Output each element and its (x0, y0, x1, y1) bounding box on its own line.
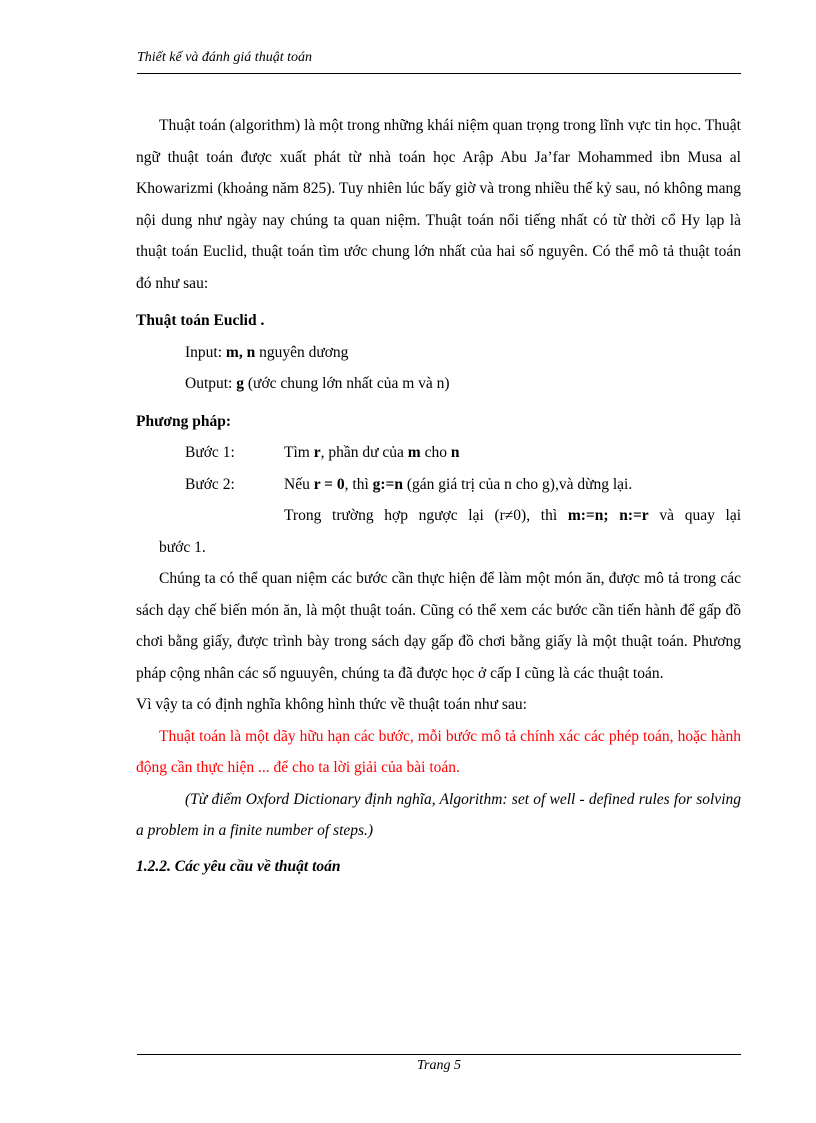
section-heading: 1.2.2. Các yêu cầu về thuật toán (136, 857, 341, 875)
step-2-part: (gán giá trị của n cho g),và dừng lại. (403, 475, 633, 493)
step-2-tail: bước 1. (159, 538, 206, 556)
step-1-label: Bước 1: (185, 444, 235, 461)
euclid-heading: Thuật toán Euclid . (136, 312, 265, 329)
output-var: g (236, 375, 244, 392)
page-number: Trang 5 (417, 1058, 461, 1073)
input-label: Input: (185, 343, 223, 361)
input-desc: nguyên dương (259, 343, 349, 361)
header-divider (137, 73, 741, 74)
step-2 (136, 469, 741, 501)
euclid-output-line (136, 368, 741, 400)
step-1-var-n: n (450, 444, 460, 461)
step-2-else (136, 500, 741, 532)
step-1-text (284, 437, 741, 469)
step-2-else-assign: m:=n; n:=r (567, 507, 649, 524)
step-1-part: cho (420, 444, 451, 461)
step-2-else-part: và quay lại (648, 507, 742, 524)
page-body (136, 110, 741, 882)
step-2-part: , thì (344, 475, 373, 493)
step-2-text (284, 469, 741, 501)
output-desc: (ước chung lớn nhất của m và n) (247, 375, 450, 392)
oxford-quote: (Từ điểm Oxford Dictionary định nghĩa, Algorithm: set of well - defined rules for solving a problem in a finite number of steps.) (136, 790, 741, 839)
step-1 (136, 437, 741, 469)
step-2-condition: r = 0 (313, 475, 345, 493)
step-1-part: , phần dư của (320, 444, 408, 461)
step-2-else-part: Trong trường hợp ngược lại (r≠0), thì (284, 507, 568, 524)
input-vars: m, n (225, 343, 256, 361)
paragraph-3: Vì vậy ta có định nghĩa không hình thức về thuật toán như sau: (136, 696, 527, 713)
definition-paragraph: Thuật toán là một dãy hữu hạn các bước, mỗi bước mô tả chính xác các phép toán, hoặc hành động cần thực hiện ... để cho ta lời giải của bài toán. (136, 727, 741, 776)
method-heading: Phương pháp: (136, 412, 231, 430)
euclid-input-line (136, 337, 741, 369)
running-header: Thiết kế và đánh giá thuật toán (137, 50, 312, 65)
paragraph-2: Chúng ta có thể quan niệm các bước cần thực hiện để làm một món ăn, được mô tả trong các sách dạy chế biến món ăn, là một thuật toán. Cũng có thể xem các bước cần tiến hành để gấp đồ chơi bằng giấy, được trình bày trong sách dạy gấp đồ chơi bằng giấy là một thuật toán. Phương pháp cộng nhân các số nguuyên, chúng ta đã được học ở cấp I cũng là các thuật toán. (136, 570, 741, 682)
step-1-part: Tìm (284, 444, 314, 461)
output-label: Output: (185, 375, 233, 392)
step-1-var-r: r (313, 444, 321, 461)
step-1-var-m: m (407, 444, 421, 461)
step-2-part: Nếu (284, 475, 314, 493)
footer-divider (137, 1054, 741, 1055)
intro-paragraph: Thuật toán (algorithm) là một trong những khái niệm quan trọng trong lĩnh vực tin học. Thuật ngữ thuật toán được xuất phát từ nhà toán học Arập Abu Ja’far Mohammed ibn Musa al Khowarizmi (khoảng năm 825). Tuy nhiên lúc bấy giờ và trong nhiều thế kỷ sau, nó không mang nội dung như ngày nay chúng ta quan niệm. Thuật toán nổi tiếng nhất có từ thời cổ Hy lạp là thuật toán Euclid, thuật toán tìm ước chung lớn nhất của hai số nguyên. Có thể mô tả thuật toán đó như sau: (136, 117, 741, 292)
step-2-assign: g:=n (372, 475, 404, 493)
step-2-label: Bước 2: (185, 475, 235, 493)
